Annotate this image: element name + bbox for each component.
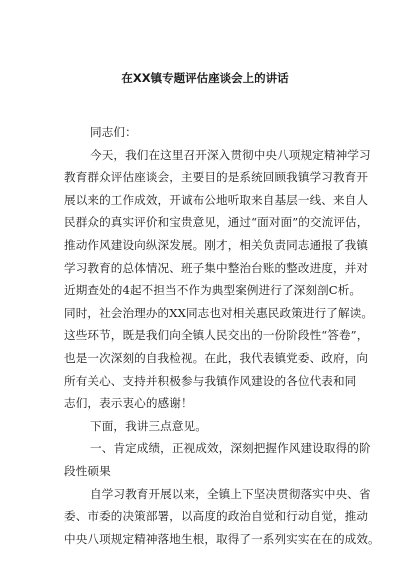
body-line: 段性硕果 — [64, 463, 111, 478]
body-line: 中央八项规定精神落地生根，取得了一系列实实在在的成效。 — [64, 531, 380, 546]
body-line: 下面，我讲三点意见。 — [90, 418, 207, 433]
body-line: 委、市委的决策部署，以高度的政治自觉和行动自觉，推动 — [64, 509, 369, 524]
body-line: 也是一次深刻的自我检视。在此，我代表镇党委、政府，向 — [64, 350, 369, 365]
body-line: 近期查处的4起不担当不作为典型案例进行了深刻剖C析。 — [64, 283, 362, 298]
body-line: 今天，我们在这里召开深入贯彻中央八项规定精神学习 — [90, 147, 371, 162]
body-line: 志们，表示衷心的感谢！ — [64, 396, 193, 411]
document-title: 在XX镇专题评估座谈会上的讲话 — [121, 71, 289, 85]
body-line: 同时，社会治理办的XX同志也对相关惠民政策进行了解读。 — [64, 305, 374, 320]
body-line: 这些环节，既是我们向全镇人民交出的一份阶段性“答卷”， — [64, 328, 369, 343]
body-line: 展以来的工作成效，开诚布公地听取来自基层一线、来自人 — [64, 192, 369, 207]
document-body — [64, 121, 380, 550]
body-line: 所有关心、支持并积极参与我镇作风建设的各位代表和同 — [64, 373, 357, 388]
body-line: 一、肯定成绩，正视成效，深刻把握作风建设取得的阶 — [90, 441, 371, 456]
body-line: 民群众的真实评价和宝贵意见，通过“面对面”的交流评估， — [64, 215, 369, 230]
body-line: 同志们： — [90, 125, 137, 139]
body-line: 推动作风建设向纵深发展。刚才，相关负责同志通报了我镇 — [64, 237, 369, 252]
body-line: 自学习教育开展以来，全镇上下坚决贯彻落实中央、省 — [90, 486, 371, 501]
body-line: 教育群众评估座谈会，主要目的是系统回顾我镇学习教育开 — [64, 170, 369, 185]
body-line: 学习教育的总体情况、班子集中整治台账的整改进度，并对 — [64, 260, 369, 275]
